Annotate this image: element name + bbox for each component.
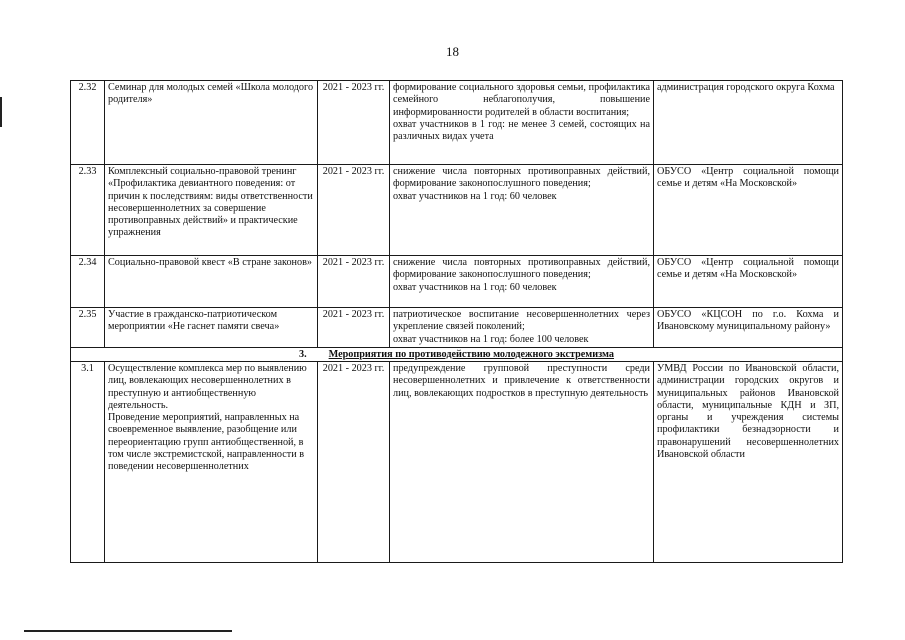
event-name: Социально-правовой квест «В стране законов» (105, 256, 318, 308)
expected-result: предупреждение групповой преступности среди несовершеннолетних и привлечение к ответственности лиц, вовлекающих подростков в преступную деятельность (390, 362, 654, 563)
table-row (71, 362, 843, 563)
event-period: 2021 - 2023 гг. (318, 165, 390, 256)
section-title: Мероприятия по противодействию молодежного экстремизма (328, 349, 615, 360)
event-period: 2021 - 2023 гг. (318, 308, 390, 348)
row-number: 2.33 (71, 165, 105, 256)
event-period: 2021 - 2023 гг. (318, 256, 390, 308)
row-number: 3.1 (71, 362, 105, 563)
event-name: Семинар для молодых семей «Школа молодого родителя» (105, 81, 318, 165)
row-number: 2.32 (71, 81, 105, 165)
row-number: 2.35 (71, 308, 105, 348)
section-header-row (71, 348, 843, 362)
executor: администрация городского округа Кохма (654, 81, 843, 165)
event-name: Осуществление комплекса мер по выявлению лиц, вовлекающих несовершеннолетних в преступную и антиобщественную деятельность. Проведение мероприятий, направленных на своевременное выявление, разобщение или переориентацию групп антиобщественной, в том числе экстремистской, направленности в поведении несовершеннолетних (105, 362, 318, 563)
executor: ОБУСО «Центр социальной помощи семье и детям «На Московской» (654, 165, 843, 256)
page-number: 18 (446, 44, 459, 59)
table-row (71, 308, 843, 348)
event-name: Комплексный социально-правовой тренинг «Профилактика девиантного поведения: от причин к последствиям: виды ответственности несовершеннолетних за совершение противоправных действий» и практические упражнения (105, 165, 318, 256)
executor: ОБУСО «Центр социальной помощи семье и детям «На Московской» (654, 256, 843, 308)
event-name: Участие в гражданско-патриотическом мероприятии «Не гаснет памяти свеча» (105, 308, 318, 348)
expected-result: патриотическое воспитание несовершеннолетних через укрепление связей поколений; охват участников на 1 год: более 100 человек (390, 308, 654, 348)
executor: ОБУСО «КЦСОН по г.о. Кохма и Ивановскому муниципальному району» (654, 308, 843, 348)
footnote-separator (24, 630, 232, 632)
expected-result: снижение числа повторных противоправных действий, формирование законопослушного поведения; охват участников на 1 год: 60 человек (390, 165, 654, 256)
section-number: 3. (298, 349, 307, 360)
expected-result: снижение числа повторных противоправных действий, формирование законопослушного поведения; охват участников на 1 год: 60 человек (390, 256, 654, 308)
table-row (71, 256, 843, 308)
event-period: 2021 - 2023 гг. (318, 81, 390, 165)
table-row (71, 165, 843, 256)
table-row (71, 81, 843, 165)
executor: УМВД России по Ивановской области, администрации городских округов и муниципальных районов Ивановской области, муниципальные КДН и ЗП, органы и учреждения системы профилактики безнадзорности и правонарушений несовершеннолетних Ивановской области (654, 362, 843, 563)
binding-mark (0, 97, 2, 127)
expected-result: формирование социального здоровья семьи, профилактика семейного неблагополучия, повышение информированности родителей в области воспитания; охват участников в 1 год: не менее 3 семей, состоящих на различных видах учета (390, 81, 654, 165)
row-number: 2.34 (71, 256, 105, 308)
measures-table (70, 80, 843, 563)
event-period: 2021 - 2023 гг. (318, 362, 390, 563)
section-header (71, 348, 843, 362)
